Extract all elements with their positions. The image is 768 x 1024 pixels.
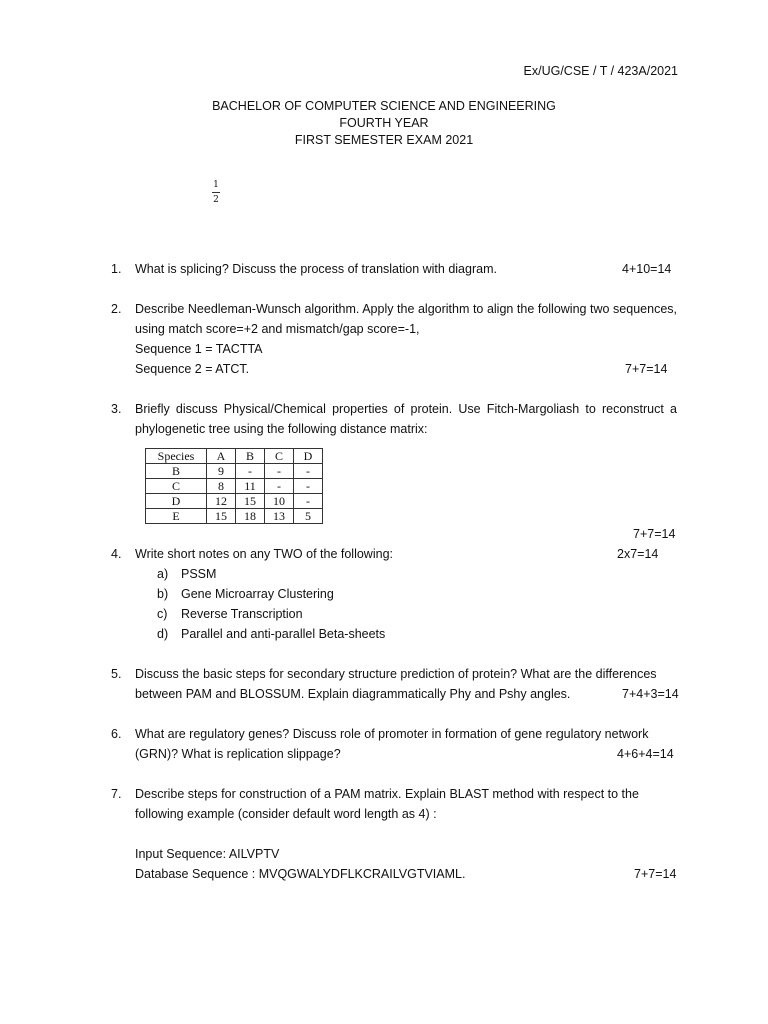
fraction-numerator: 1 bbox=[213, 180, 219, 190]
question-4 bbox=[111, 544, 677, 644]
question-number: 3. bbox=[111, 402, 122, 416]
fraction-denominator: 2 bbox=[213, 195, 219, 205]
question-number: 1. bbox=[111, 262, 122, 276]
fraction-mark bbox=[212, 180, 220, 205]
table-cell: - bbox=[294, 479, 323, 494]
table-cell: C bbox=[146, 479, 207, 494]
question-text: Describe Needleman-Wunsch algorithm. Apply the algorithm to align the following two sequences, using match score=+2 and mismatch/gap score=-1, bbox=[135, 302, 677, 336]
table-cell: 10 bbox=[265, 494, 294, 509]
list-item bbox=[157, 624, 677, 644]
table-cell: 18 bbox=[236, 509, 265, 524]
input-sequence: Input Sequence: AILVPTV bbox=[135, 847, 280, 861]
question-6 bbox=[111, 724, 677, 764]
question-7 bbox=[111, 784, 677, 884]
table-header-cell: C bbox=[265, 449, 294, 464]
question-text-line-1: What are regulatory genes? Discuss role of promoter in formation of gene regulatory network bbox=[135, 727, 649, 741]
question-marks: 7+7=14 bbox=[634, 867, 677, 881]
table-cell: D bbox=[146, 494, 207, 509]
list-item-label: d) bbox=[157, 627, 169, 641]
table-header-cell: A bbox=[207, 449, 236, 464]
question-text-line-2: (GRN)? What is replication slippage? bbox=[135, 747, 341, 761]
question-number: 4. bbox=[111, 547, 122, 561]
table-cell: E bbox=[146, 509, 207, 524]
list-item bbox=[157, 604, 677, 624]
table-cell: 11 bbox=[236, 479, 265, 494]
question-text-line-1: Discuss the basic steps for secondary structure prediction of protein? What are the differences bbox=[135, 667, 657, 681]
question-text-line-2: between PAM and BLOSSUM. Explain diagrammatically Phy and Pshy angles. bbox=[135, 687, 571, 701]
table-cell: - bbox=[294, 464, 323, 479]
distance-matrix-table bbox=[145, 448, 323, 524]
table-cell: 13 bbox=[265, 509, 294, 524]
list-item-label: a) bbox=[157, 567, 169, 581]
table-cell: 8 bbox=[207, 479, 236, 494]
list-item-text: Gene Microarray Clustering bbox=[181, 587, 334, 601]
question-marks: 4+10=14 bbox=[622, 262, 672, 276]
question-text: Briefly discuss Physical/Chemical properties of protein. Use Fitch-Margoliash to reconstruct a phylogenetic tree using the following distance matrix: bbox=[135, 402, 677, 436]
question-text-line-2: following example (consider default word length as 4) : bbox=[135, 807, 437, 821]
question-marks: 4+6+4=14 bbox=[617, 747, 674, 761]
table-header-cell: B bbox=[236, 449, 265, 464]
table-cell: - bbox=[236, 464, 265, 479]
question-number: 2. bbox=[111, 302, 122, 316]
table-row bbox=[146, 464, 323, 479]
question-5 bbox=[111, 664, 677, 704]
table-cell: - bbox=[294, 494, 323, 509]
question-3-marks: 7+7=14 bbox=[633, 527, 676, 541]
question-marks: 7+4+3=14 bbox=[622, 687, 679, 701]
list-item-text: Parallel and anti-parallel Beta-sheets bbox=[181, 627, 386, 641]
question-text: What is splicing? Discuss the process of translation with diagram. bbox=[135, 262, 497, 276]
sequence-2: Sequence 2 = ATCT. bbox=[135, 362, 250, 376]
exam-reference-code: Ex/UG/CSE / T / 423A/2021 bbox=[523, 64, 678, 78]
table-row bbox=[146, 494, 323, 509]
table-cell: 12 bbox=[207, 494, 236, 509]
fraction-bar bbox=[212, 192, 220, 193]
table-header-cell: Species bbox=[146, 449, 207, 464]
list-item-label: c) bbox=[157, 607, 168, 621]
list-item bbox=[157, 584, 677, 604]
table-header-cell: D bbox=[294, 449, 323, 464]
exam-title: FIRST SEMESTER EXAM 2021 bbox=[294, 133, 474, 147]
year-title: FOURTH YEAR bbox=[339, 116, 429, 130]
question-number: 5. bbox=[111, 667, 122, 681]
table-cell: B bbox=[146, 464, 207, 479]
table-cell: - bbox=[265, 479, 294, 494]
table-cell: 15 bbox=[236, 494, 265, 509]
question-number: 6. bbox=[111, 727, 122, 741]
question-2 bbox=[111, 299, 677, 379]
list-item-text: Reverse Transcription bbox=[181, 607, 303, 621]
table-row bbox=[146, 509, 323, 524]
question-3 bbox=[111, 399, 677, 439]
question-1 bbox=[111, 259, 677, 279]
question-text: Write short notes on any TWO of the following: bbox=[135, 547, 393, 561]
table-cell: 15 bbox=[207, 509, 236, 524]
list-item-label: b) bbox=[157, 587, 169, 601]
table-cell: - bbox=[265, 464, 294, 479]
table-row bbox=[146, 479, 323, 494]
list-item-text: PSSM bbox=[181, 567, 217, 581]
question-text-line-1: Describe steps for construction of a PAM matrix. Explain BLAST method with respect to the bbox=[135, 787, 639, 801]
database-sequence: Database Sequence : MVQGWALYDFLKCRAILVGTVIAML. bbox=[135, 867, 466, 881]
table-cell: 9 bbox=[207, 464, 236, 479]
question-number: 7. bbox=[111, 787, 122, 801]
table-header-row bbox=[146, 449, 323, 464]
sequence-1: Sequence 1 = TACTTA bbox=[135, 342, 263, 356]
list-item bbox=[157, 564, 677, 584]
question-marks: 7+7=14 bbox=[625, 362, 668, 376]
question-marks: 2x7=14 bbox=[617, 547, 659, 561]
table-cell: 5 bbox=[294, 509, 323, 524]
degree-title: BACHELOR OF COMPUTER SCIENCE AND ENGINEERING bbox=[212, 99, 556, 113]
